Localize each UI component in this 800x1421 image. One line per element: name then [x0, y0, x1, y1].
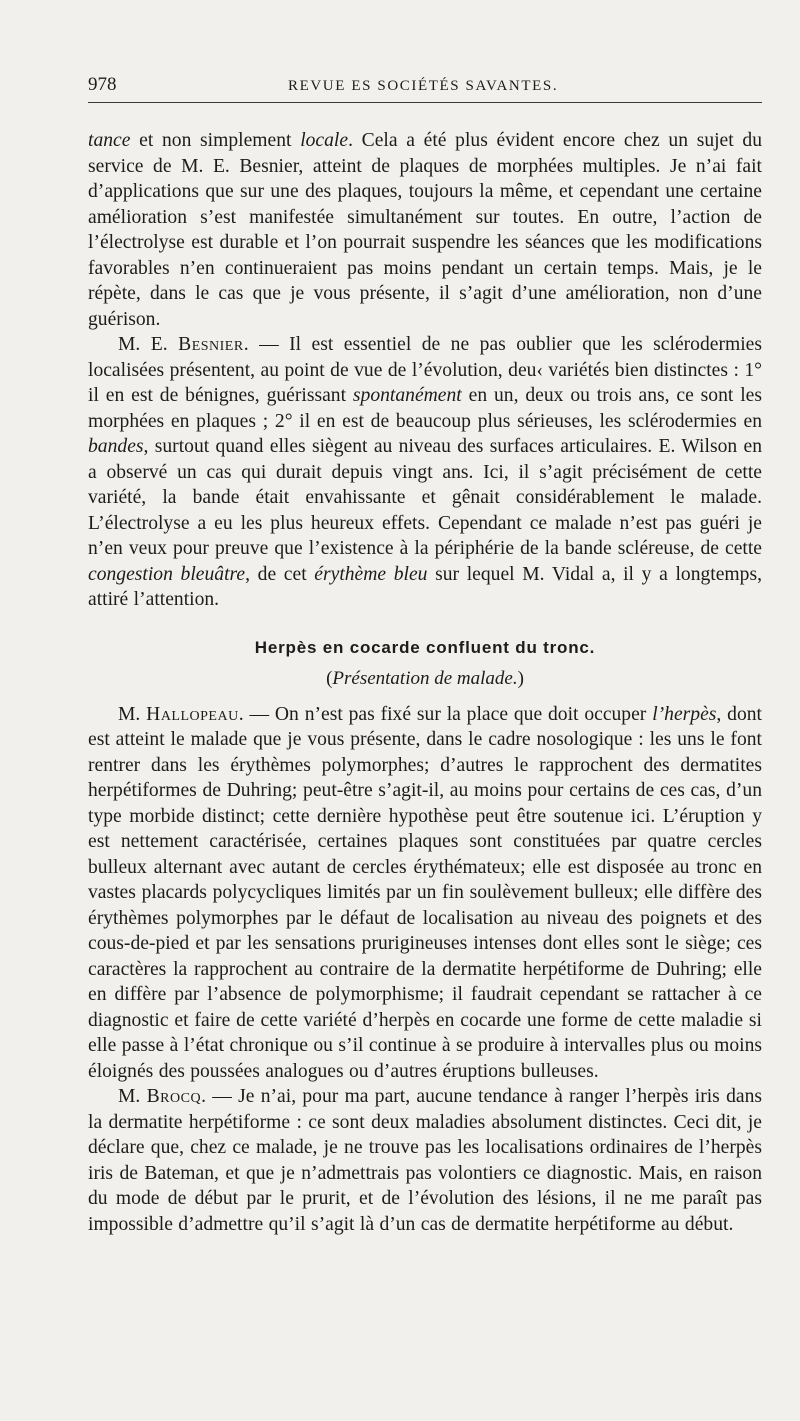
- text-run: en un, deux ou trois ans, ce sont les morphées en plaques ; 2° il en est de beaucoup plus sérieuses, les sclérodermies en: [88, 385, 762, 432]
- paren-close: ): [517, 667, 524, 689]
- text-run: , de cet: [245, 563, 315, 585]
- page-number: 978: [88, 74, 117, 95]
- body-text: [88, 128, 762, 1237]
- page-header: [88, 66, 762, 103]
- text-run: . — On n’est pas fixé sur la place que doit occuper: [238, 703, 653, 725]
- paragraph-continuation: [88, 128, 762, 332]
- speaker-name: Hallopeau: [146, 703, 239, 725]
- speaker-name: Besnier: [178, 334, 244, 355]
- text-run: sur lequel M. Vidal a, il y a longtemps, attiré l’attention.: [88, 563, 762, 610]
- text-run: . — Il est essentiel de ne pas oublier que les sclérodermies localisées présentent, au point de vue de l’évolution, deu‹ variétés bien distinctes : 1° il en est de bénignes, guérissant: [88, 334, 762, 406]
- paragraph-besnier: [88, 332, 762, 613]
- speaker-prefix: M. E.: [118, 334, 179, 355]
- paren-open: (: [326, 667, 333, 689]
- italic-text: bandes: [88, 436, 144, 457]
- italic-text: locale: [300, 130, 349, 151]
- text-run: , dont est atteint le malade que je vous présente, dans le cadre nosologique : les uns le font rentrer dans les érythèmes polymorphes; d’autres le rapprochent des dermatites herpétiformes de Duhring; peut-être s’agit-il, au moins pour certains de ces cas, d’un type morbide distinct; cette dernière hypothèse peut être soutenue ici. L’éruption y est nettement caractérisée, certaines plaques sont constituées par quatre cercles bulleux alternant avec autant de cercles érythémateux; elle est disposée au tronc en vastes placards polycycliques limités par un fin soulèvement bulleux; elle diffère des érythèmes polymorphes par le défaut de localisation au niveau des poignets et des cous-de-pied et par les sensations prurigineuses intenses dont elles sont le siège; ces caractères la rapprochent au contraire de la dermatite herpétiforme de Duhring; elle en diffère par l’absence de polymorphisme; il faudrait cependant se rattacher à ce diagnostic et faire de cette variété d’herpès en cocarde une forme de cette maladie si elle passe à l’état chronique ou s’il continue à se produire à intervalles plus ou moins éloignés des poussées analogues ou d’autres éruptions bulleuses.: [88, 703, 762, 1082]
- subtitle-text: Présentation de malade.: [332, 667, 518, 689]
- italic-text: congestion bleuâtre: [88, 563, 246, 585]
- speaker-prefix: M.: [118, 1086, 147, 1107]
- section-title: Herpès en cocarde confluent du tronc.: [254, 637, 596, 657]
- italic-text: l’herpès: [652, 703, 717, 725]
- section-subtitle: [88, 666, 762, 691]
- text-run: et non simplement: [130, 130, 301, 151]
- speaker-name: Brocq: [146, 1086, 202, 1107]
- italic-text: tance: [88, 130, 131, 151]
- text-run: . Cela a été plus évident encore chez un sujet du service de M. E. Besnier, atteint de plaques de morphées multiples. Je n’ai fait d’applications que sur une des plaques, toujours la même, et cependant une certaine amélioration s’est manifestée simultanément sur toutes. En outre, l’action de l’électrolyse est durable et l’on pourrait suspendre les séances que les modifications favorables n’en continueraient pas moins pendant un certain temps. Mais, je le répète, dans le cas que je vous présente, il s’agit d’une amélioration, non d’une guérison.: [88, 130, 762, 330]
- italic-text: érythème bleu: [314, 563, 428, 585]
- speaker-prefix: M.: [118, 703, 147, 725]
- text-run: , surtout quand elles siègent au niveau des surfaces articulaires. E. Wilson en a observé un cas qui durait depuis vingt ans. Ici, il s’agit précisément de cette variété, la bande était envahissante et gênait considérablement le malade. L’électrolyse a eu les plus heureux effets. Cependant ce malade n’est pas guéri je n’en veux pour preuve que l’existence à la périphérie de la bande scléreuse, de cette: [88, 436, 762, 559]
- italic-text: spontanément: [352, 385, 462, 406]
- paragraph-hallopeau: [88, 702, 762, 1085]
- paragraph-brocq: [88, 1084, 762, 1237]
- text-run: . — Je n’ai, pour ma part, aucune tendance à ranger l’herpès iris dans la dermatite herpétiforme : ce sont deux maladies absolument distinctes. Ceci dit, je déclare que, chez ce malade, je ne trouve pas les localisations ordinaires de l’herpès iris de Bateman, et que je n’admettrais pas volontiers ce diagnostic. Mais, en raison du mode de début par le prurit, et de l’évolution des lésions, il ne me paraît pas impossible d’admettre qu’il s’agit là d’un cas de dermatite herpétiforme au début.: [88, 1086, 762, 1235]
- running-title: REVUE ES SOCIÉTÉS SAVANTES.: [288, 78, 559, 94]
